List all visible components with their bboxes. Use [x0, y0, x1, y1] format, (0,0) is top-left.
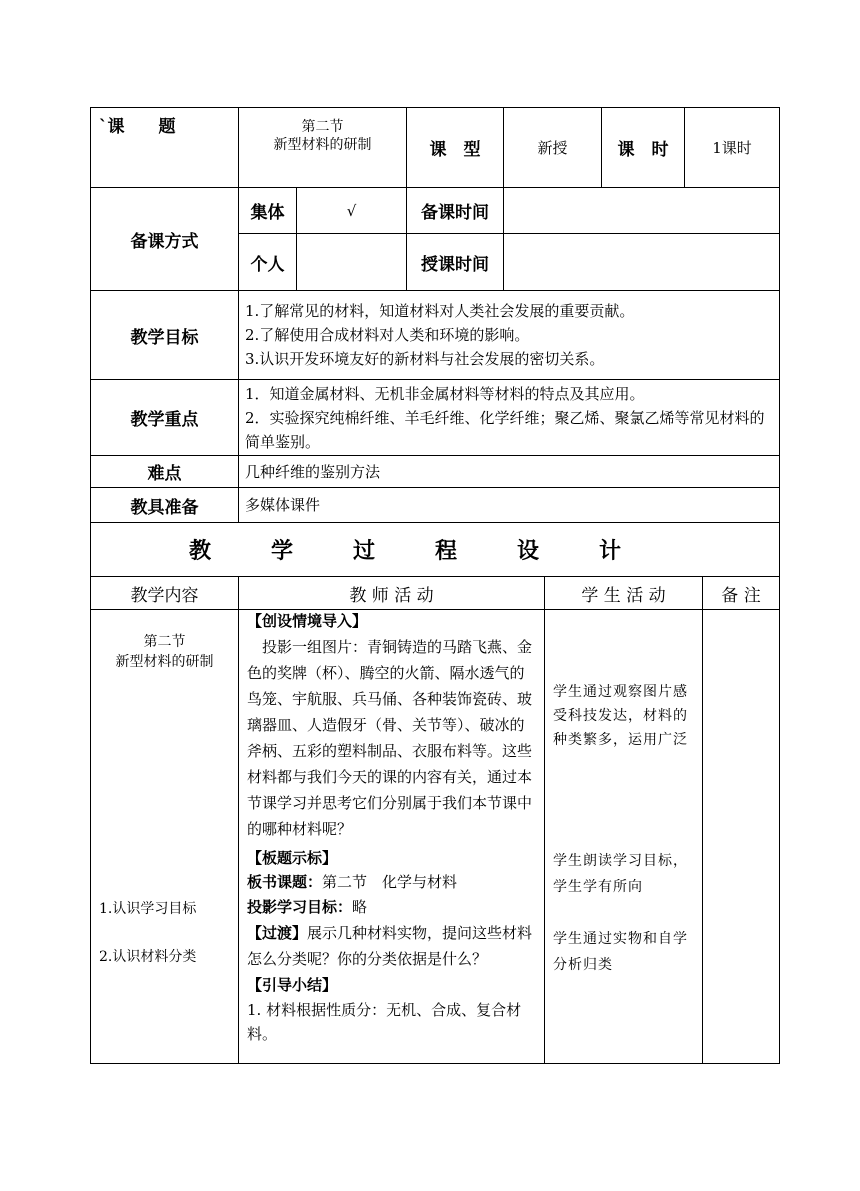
content-title: 新型材料的研制 [115, 654, 214, 670]
difficulty-label: 难点 [91, 456, 239, 488]
goals-label: 教学目标 [91, 291, 239, 380]
process-title: 教学过程设计 [91, 523, 780, 577]
prep-label: 备课方式 [91, 188, 239, 291]
prep-time-value [504, 188, 780, 234]
lesson-info-table [90, 107, 780, 188]
difficulty-value: 几种纤维的鉴别方法 [239, 456, 780, 488]
teacher-transition [247, 920, 536, 972]
content-section: 第二节 [143, 634, 186, 650]
teach-time-label: 授课时间 [407, 234, 504, 291]
teacher-heading-3: 【引导小结】 [247, 976, 338, 994]
teacher-cell [239, 610, 545, 1064]
type-label: 课 型 [407, 108, 504, 188]
student-activity-1: 学生通过观察图片感受科技发达，材料的种类繁多，运用广泛 [553, 684, 688, 748]
prep-individual-label: 个人 [239, 234, 297, 291]
prep-group-label: 集体 [239, 188, 297, 234]
focus-list [239, 380, 780, 456]
topic-label: `课 题 [91, 108, 239, 188]
board-value: 第二节 化学与材料 [322, 873, 458, 891]
topic-section: 第二节 [301, 119, 344, 135]
teacher-paragraph-3: 1. 材料根据性质分：无机、合成、复合材料。 [247, 1001, 522, 1043]
type-value: 新授 [504, 108, 602, 188]
prep-table [90, 187, 780, 291]
col-content-header: 教学内容 [91, 577, 239, 610]
teacher-board-line [247, 870, 536, 894]
goal-item: 2.了解使用合成材料对人类和环境的影响。 [245, 326, 530, 344]
teacher-heading-1: 【创设情境导入】 [247, 612, 368, 630]
hours-value: 1课时 [685, 108, 780, 188]
topic-value [239, 108, 407, 188]
prep-individual-value [297, 234, 407, 291]
content-cell [91, 610, 239, 1064]
proj-value: 略 [352, 898, 368, 916]
trans-label: 【过渡】 [247, 924, 308, 942]
student-cell [545, 610, 703, 1064]
board-label: 板书课题： [247, 873, 323, 891]
col-teacher-header: 教 师 活 动 [239, 577, 545, 610]
process-table [90, 522, 780, 1064]
focus-label: 教学重点 [91, 380, 239, 456]
focus-item: 1．知道金属材料、无机非金属材料等材料的特点及其应用。 [245, 384, 645, 403]
teacher-heading-2: 【板题示标】 [247, 849, 338, 867]
goals-list [239, 291, 780, 380]
prep-time-label: 备课时间 [407, 188, 504, 234]
proj-label: 投影学习目标： [247, 898, 353, 916]
topic-title: 新型材料的研制 [273, 137, 372, 153]
prep-group-check: √ [297, 188, 407, 234]
objectives-table [90, 290, 780, 523]
col-notes-header: 备 注 [703, 577, 780, 610]
focus-item: 2．实验探究纯棉纤维、羊毛纤维、化学纤维；聚乙烯、聚氯乙烯等常见材料的简单鉴别。 [245, 408, 765, 451]
col-student-header: 学 生 活 动 [545, 577, 703, 610]
goal-item: 1.了解常见的材料，知道材料对人类社会发展的重要贡献。 [245, 302, 635, 320]
goal-item: 3.认识开发环境友好的新材料与社会发展的密切关系。 [245, 350, 605, 368]
teach-time-value [504, 234, 780, 291]
trans-value: 展示几种材料实物，提问这些材料怎么分类呢？你的分类依据是什么？ [247, 924, 533, 968]
tools-value: 多媒体课件 [239, 488, 780, 523]
student-activity-2: 学生朗读学习目标，学生学有所向 [553, 853, 688, 895]
tools-label: 教具准备 [91, 488, 239, 523]
notes-cell [703, 610, 780, 1064]
teacher-paragraph-1: 投影一组图片：青铜铸造的马踏飞燕、金色的奖牌（杯）、腾空的火箭、隔水透气的鸟笼、宇航服、兵马俑、各种装饰瓷砖、玻璃器皿、人造假牙（骨、关节等）、破冰的斧柄、五彩的塑料制品、衣服布料等。这些材料都与我们今天的课的内容有关，通过本节课学习并思考它们分别属于我们本节课中的哪种材料呢？ [247, 638, 533, 838]
content-step2: 2.认识材料分类 [99, 949, 197, 965]
content-step1: 1.认识学习目标 [99, 901, 197, 917]
student-activity-3: 学生通过实物和自学分析归类 [553, 931, 688, 973]
hours-label: 课 时 [602, 108, 685, 188]
teacher-proj-line [247, 894, 536, 920]
